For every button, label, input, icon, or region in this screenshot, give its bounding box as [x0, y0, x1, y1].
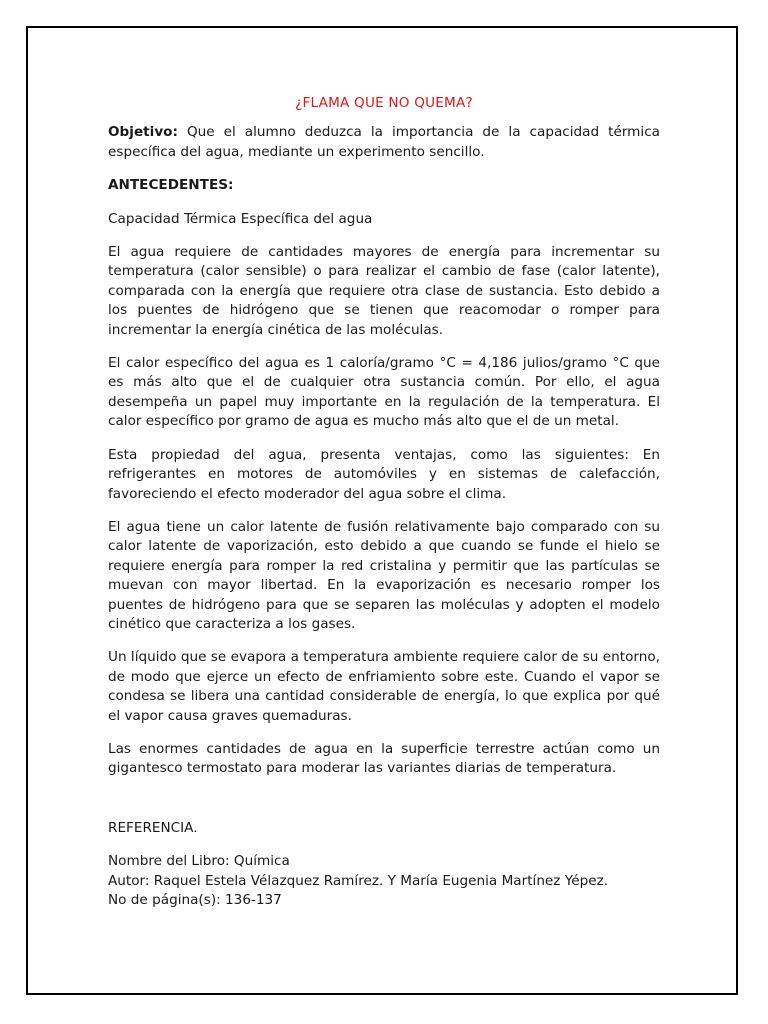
- reference-pages: No de página(s): 136-137: [108, 892, 282, 908]
- objective-label: Objetivo:: [108, 124, 178, 141]
- paragraph-2: El calor específico del agua es 1 caloría/gramo °C = 4,186 julios/gramo °C que es más alto que el de cualquier otra sustancia común. Por ello, el agua desempeña un papel muy importante en la regulación de la temperatura. El calor específico por gramo de agua es mucho más alto que el de un metal.: [108, 355, 660, 430]
- antecedentes-heading: ANTECEDENTES:: [108, 177, 234, 194]
- objective-text: Que el alumno deduzca la importancia de la capacidad térmica específica del agua, mediante un experimento sencillo.: [108, 124, 660, 160]
- paragraph-3: Esta propiedad del agua, presenta ventajas, como las siguientes: En refrigerantes en motores de automóviles y en sistemas de calefacción, favoreciendo el efecto moderador del agua sobre el clima.: [108, 446, 660, 502]
- paragraph-4: El agua tiene un calor latente de fusión relativamente bajo comparado con su calor latente de vaporización, esto debido a que cuando se funde el hielo se requiere energía para romper la red cristalina y permitir que las partículas se muevan con mayor libertad. En la evaporización es necesario romper los puentes de hidrógeno para que se separen las moléculas y adopten el modelo cinético que caracteriza a los gases.: [108, 518, 660, 632]
- section-subtitle: Capacidad Térmica Específica del agua: [108, 210, 373, 227]
- reference-section: [108, 819, 660, 911]
- paragraph-6: Las enormes cantidades de agua en la superficie terrestre actúan como un gigantesco termostato para moderar las variantes diarias de temperatura.: [108, 740, 660, 777]
- document-body: [108, 94, 660, 910]
- objective-paragraph: [108, 123, 660, 162]
- page-border: [26, 26, 738, 995]
- paragraph-5: Un líquido que se evapora a temperatura ambiente requiere calor de su entorno, de modo que ejerce un efecto de enfriamiento sobre este. Cuando el vapor se condesa se libera una cantidad considerable de energía, lo que explica por qué el vapor causa graves quemaduras.: [108, 649, 660, 724]
- paragraph-1: El agua requiere de cantidades mayores de energía para incrementar su temperatura (calor sensible) o para realizar el cambio de fase (calor latente), comparada con la energía que requiere otra clase de sustancia. Esto debido a los puentes de hidrógeno que se tienen que reacomodar o romper para incrementar la energía cinética de las moléculas.: [108, 244, 660, 338]
- document-title: ¿FLAMA QUE NO QUEMA?: [295, 95, 473, 111]
- reference-lines: [108, 852, 660, 910]
- reference-heading: REFERENCIA.: [108, 819, 198, 836]
- reference-author: Autor: Raquel Estela Vélazquez Ramírez. Y María Eugenia Martínez Yépez.: [108, 872, 609, 889]
- reference-book: Nombre del Libro: Química: [108, 853, 290, 870]
